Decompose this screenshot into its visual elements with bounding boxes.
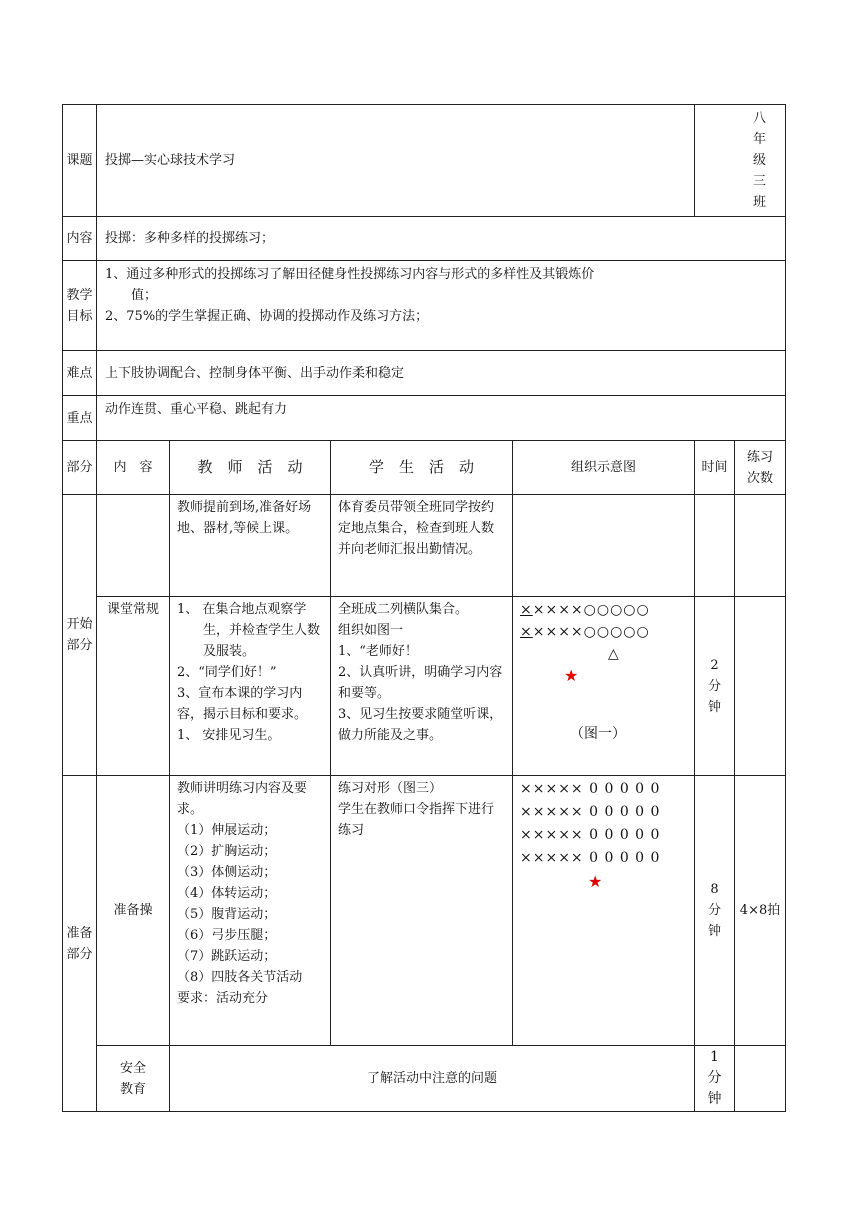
difficulty-label: 难点 — [63, 351, 97, 396]
formation-diagram-3 — [513, 776, 695, 1046]
prep-formation-line-2: ××××× 0 0 0 0 0 — [520, 804, 661, 820]
start-reps — [735, 597, 786, 776]
formation-line-1: ×××××○○○○○ — [520, 602, 650, 618]
prep-item-5: （5）腹背运动； — [177, 907, 277, 922]
prep-time: 8分钟 — [695, 776, 735, 1046]
topic-row — [63, 105, 786, 217]
col-time: 时间 — [695, 441, 735, 495]
student-step-5: 3、见习生按要求随堂听课，做力所能及之事。 — [338, 707, 503, 743]
column-header-row — [63, 441, 786, 495]
goal-row — [63, 261, 786, 351]
col-content: 内 容 — [97, 441, 170, 495]
safety-reps — [735, 1046, 786, 1112]
star-icon: ★ — [564, 666, 579, 685]
prep-item-3: （3）体侧运动； — [177, 865, 277, 880]
start-row1-diagram — [513, 495, 695, 597]
prep-item-4: （4）体转运动； — [177, 886, 277, 901]
student-step-3: 1、“老师好！ — [338, 644, 418, 659]
col-student: 学 生 活 动 — [331, 441, 513, 495]
col-reps: 练习次数 — [735, 441, 786, 495]
goal-2: 2、75%的学生掌握正确、协调的投掷动作及练习方法； — [105, 309, 429, 324]
safety-label: 安全教育 — [97, 1046, 170, 1112]
difficulty-row — [63, 351, 786, 396]
topic-value: 投掷—实心球技术学习 — [97, 105, 695, 217]
prep-item-1: （1）伸展运动； — [177, 823, 277, 838]
formation-diagram-1 — [513, 597, 695, 776]
start-row1-content — [97, 495, 170, 597]
goal-value — [97, 261, 786, 351]
col-diagram: 组织示意图 — [513, 441, 695, 495]
formation-line-2: ×××××○○○○○ — [520, 624, 650, 640]
safety-time: 1分钟 — [695, 1046, 735, 1112]
teacher-step-1: 1、 在集合地点观察学生，并检查学生人数及服装。 — [177, 602, 321, 659]
key-value: 动作连贯、重心平稳、跳起有力 — [97, 396, 786, 441]
start-row1-student: 体育委员带领全班同学按约定地点集合，检查到班人数并向老师汇报出勤情况。 — [331, 495, 513, 597]
col-part: 部分 — [63, 441, 97, 495]
diagram-caption: （图一） — [570, 726, 626, 742]
start-row2-student — [331, 597, 513, 776]
prep-requirement: 要求：活动充分 — [177, 991, 269, 1006]
routine-label: 课堂常规 — [97, 597, 170, 776]
prep-item-6: （6）弓步压腿； — [177, 928, 277, 943]
prep-content-label: 准备操 — [97, 776, 170, 1046]
prep-student-1: 练习对形（图三） — [338, 781, 443, 796]
prep-formation-line-1: ××××× 0 0 0 0 0 — [520, 781, 661, 797]
student-step-1: 全班成二列横队集合。 — [338, 602, 469, 617]
difficulty-value: 上下肢协调配合、控制身体平衡、出手动作柔和稳定 — [97, 351, 786, 396]
safety-text: 了解活动中注意的问题 — [170, 1046, 695, 1112]
start-row-1 — [63, 495, 786, 597]
start-time: 2分钟 — [695, 597, 735, 776]
teacher-triangle-icon: △ — [608, 646, 619, 662]
lesson-plan-table — [62, 104, 786, 1112]
prep-star-icon: ★ — [588, 872, 603, 891]
content-value: 投掷：多种多样的投掷练习； — [97, 217, 786, 261]
prep-formation-line-3: ××××× 0 0 0 0 0 — [520, 827, 661, 843]
prep-formation-line-4: ××××× 0 0 0 0 0 — [520, 850, 661, 866]
student-step-4: 2、认真听讲，明确学习内容和要等。 — [338, 665, 503, 701]
teacher-step-3: 3、宣布本课的学习内容，揭示目标和要求。 — [177, 686, 308, 722]
prep-item-7: （7）跳跃运动； — [177, 949, 277, 964]
goal-label: 教学目标 — [63, 261, 97, 351]
start-part-label: 开始部分 — [63, 495, 97, 776]
content-row — [63, 217, 786, 261]
start-row2-teacher — [170, 597, 331, 776]
goal-1: 1、通过多种形式的投掷练习了解田径健身性投掷练习内容与形式的多样性及其锻炼价 — [105, 267, 595, 282]
prep-reps: 4×8拍 — [735, 776, 786, 1046]
key-label: 重点 — [63, 396, 97, 441]
prep-row-2 — [63, 1046, 786, 1112]
prep-item-8: （8）四肢各关节活动 — [177, 970, 303, 985]
prep-student — [331, 776, 513, 1046]
goal-1-cont: 值； — [131, 288, 158, 303]
start-row-2 — [63, 597, 786, 776]
student-step-2: 组织如图一 — [338, 623, 404, 638]
start-row1-time — [695, 495, 735, 597]
col-teacher: 教 师 活 动 — [170, 441, 331, 495]
start-row1-reps — [735, 495, 786, 597]
prep-item-2: （2）扩胸运动； — [177, 844, 277, 859]
prep-teacher-intro: 教师讲明练习内容及要求。 — [177, 781, 308, 817]
teacher-step-2: 2、“同学们好！” — [177, 665, 277, 680]
topic-label: 课题 — [63, 105, 97, 217]
prep-row-1 — [63, 776, 786, 1046]
key-row — [63, 396, 786, 441]
teacher-step-4: 1、 安排见习生。 — [177, 728, 281, 743]
class-name: 八年级三班 — [695, 105, 786, 217]
prep-student-2: 学生在教师口令指挥下进行练习 — [338, 802, 495, 838]
prep-teacher — [170, 776, 331, 1046]
content-label: 内容 — [63, 217, 97, 261]
prep-part-label: 准备部分 — [63, 776, 97, 1112]
start-row1-teacher: 教师提前到场,准备好场地、器材,等候上课。 — [170, 495, 331, 597]
